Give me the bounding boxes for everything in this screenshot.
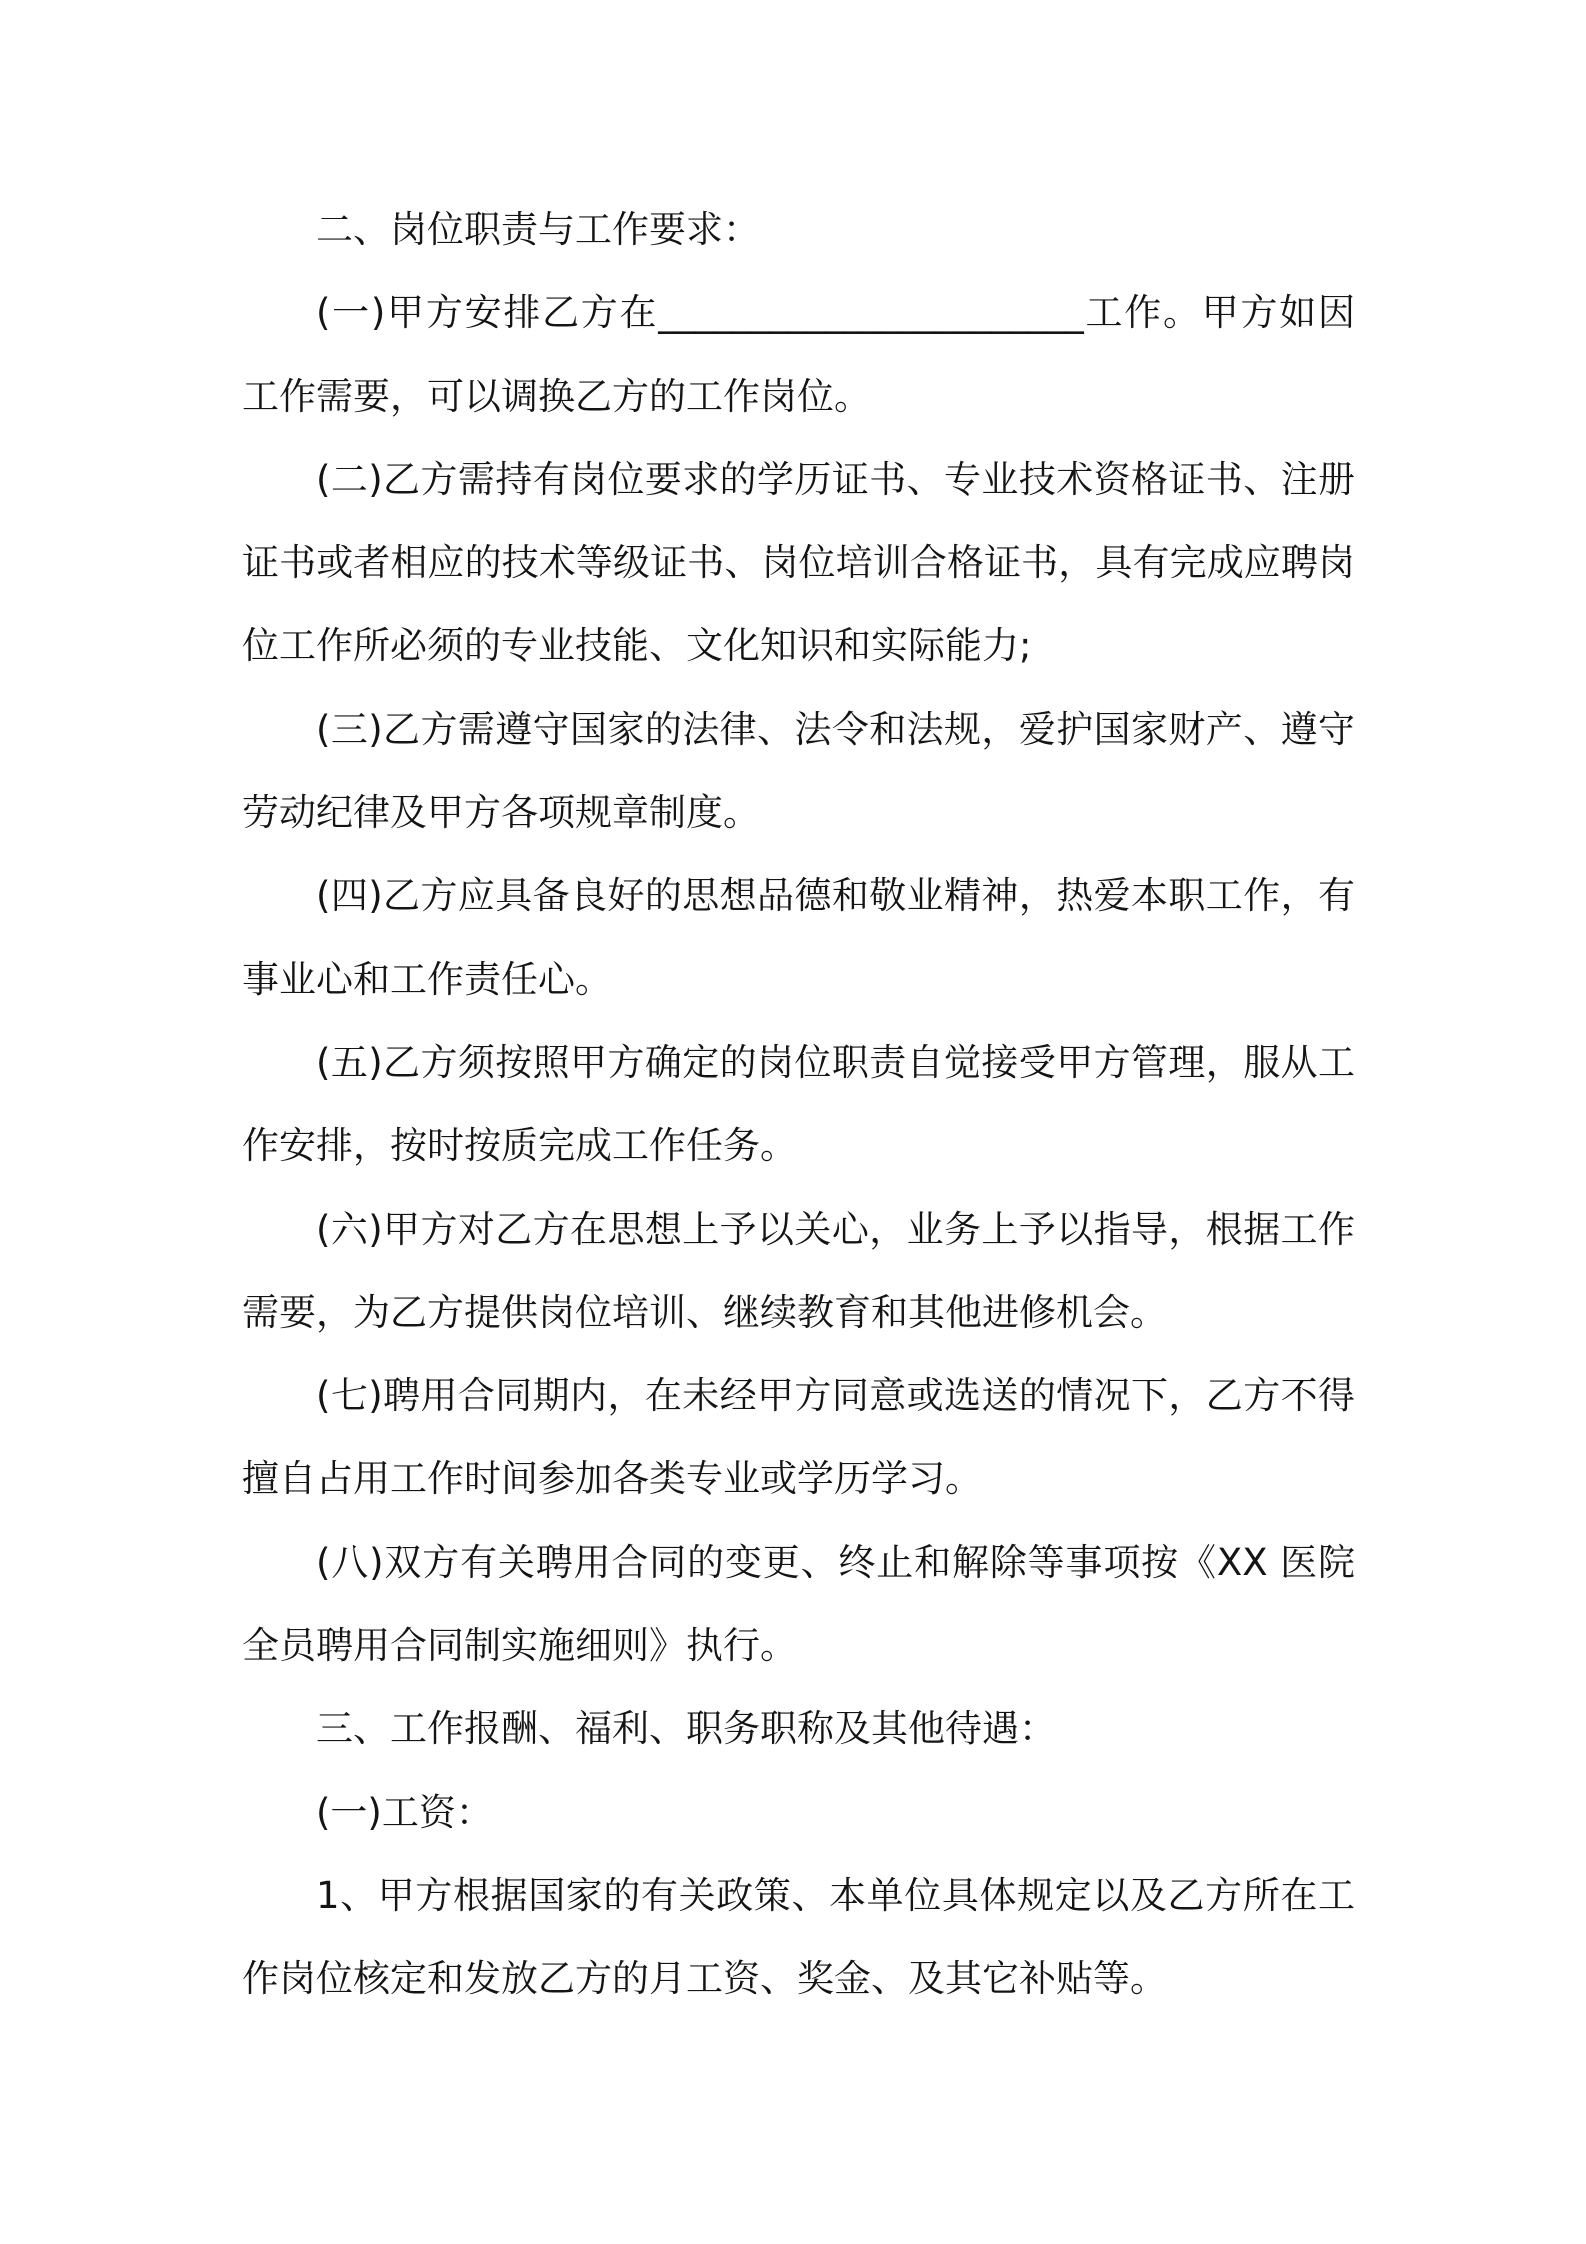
clause-7-study-restriction: (七)聘用合同期内，在未经甲方同意或选送的情况下，乙方不得擅自占用工作时间参加各类专业或学历学习。 bbox=[242, 1374, 1355, 1501]
clause-3-compliance: (三)乙方需遵守国家的法律、法令和法规，爱护国家财产、遵守劳动纪律及甲方各项规章制度。 bbox=[242, 707, 1355, 835]
section-heading-compensation: 三、工作报酬、福利、职务职称及其他待遇： bbox=[316, 1707, 1056, 1751]
clause-2-qualifications: (二)乙方需持有岗位要求的学历证书、专业技术资格证书、注册证书或者相应的技术等级证书、岗位培训合格证书，具有完成应聘岗位工作所必须的专业技能、文化知识和实际能力; bbox=[242, 457, 1355, 668]
clause-4-ethics: (四)乙方应具备良好的思想品德和敬业精神，热爱本职工作，有事业心和工作责任心。 bbox=[242, 874, 1355, 1001]
subsection-heading-salary: (一)工资： bbox=[316, 1790, 493, 1834]
document-page bbox=[242, 188, 1355, 2021]
salary-item-1: 1、甲方根据国家的有关政策、本单位具体规定以及乙方所在工作岗位核定和发放乙方的月工资、奖金、及其它补贴等。 bbox=[242, 1873, 1355, 2001]
clause-1-rest: 工作。甲方如因工作需要，可以调换乙方的工作岗位。 bbox=[242, 291, 1355, 418]
fill-in-blank-position: _______________________ bbox=[658, 291, 1084, 335]
clause-5-management: (五)乙方须按照甲方确定的岗位职责自觉接受甲方管理，服从工作安排，按时按质完成工作任务。 bbox=[242, 1040, 1355, 1168]
clause-1-lead: (一)甲方安排乙方在 bbox=[316, 291, 659, 335]
section-heading-duties: 二、岗位职责与工作要求： bbox=[316, 208, 760, 251]
clause-8-contract-changes: (八)双方有关聘用合同的变更、终止和解除等事项按《XX 医院全员聘用合同制实施细则》执行。 bbox=[242, 1540, 1355, 1668]
clause-1-work-assignment bbox=[242, 271, 1355, 438]
clause-6-training: (六)甲方对乙方在思想上予以关心，业务上予以指导，根据工作需要，为乙方提供岗位培训、继续教育和其他进修机会。 bbox=[242, 1207, 1355, 1334]
